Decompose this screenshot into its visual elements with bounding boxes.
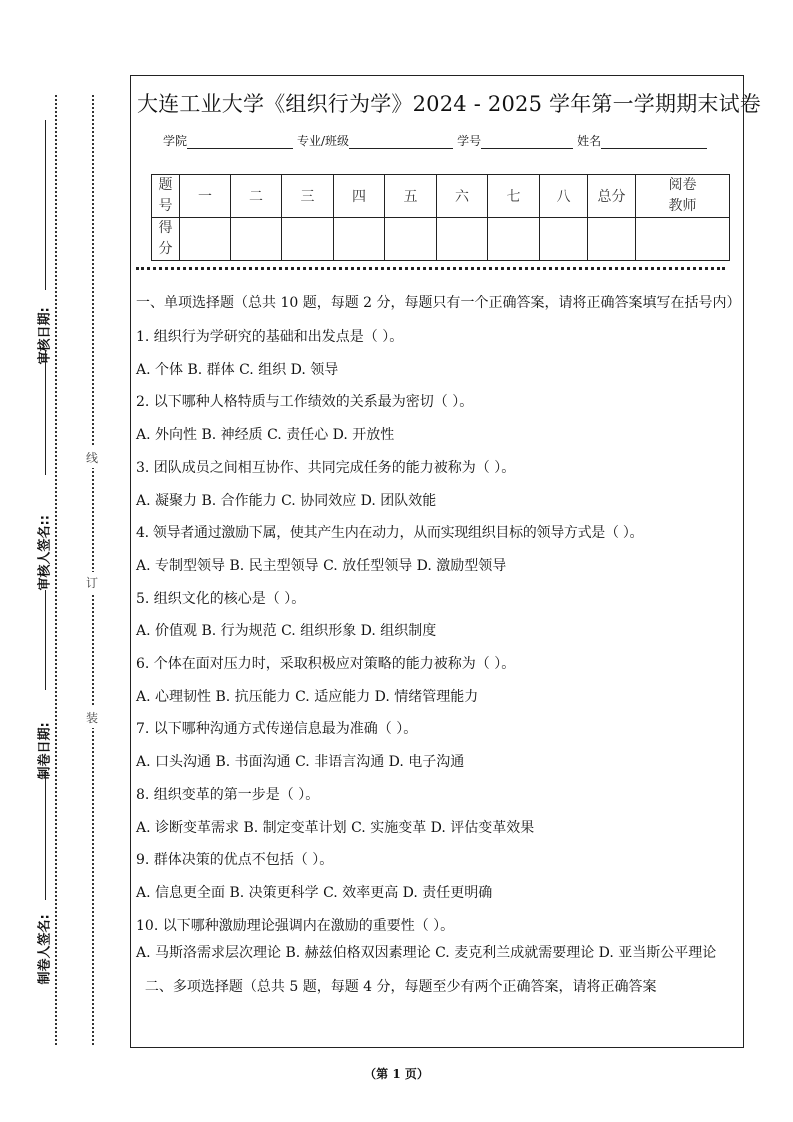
signature-line	[45, 770, 46, 900]
question-text: 9. 群体决策的优点不包括（ ）。	[136, 852, 334, 869]
score-cell[interactable]	[540, 218, 588, 261]
question-options: A. 凝聚力 B. 合作能力 C. 协同效应 D. 团队效能	[136, 492, 437, 509]
col-header: 三	[282, 175, 334, 218]
score-cell[interactable]	[636, 218, 730, 261]
question-options: A. 外向性 B. 神经质 C. 责任心 D. 开放性	[136, 427, 395, 444]
question-options: A. 专制型领导 B. 民主型领导 C. 放任型领导 D. 激励型领导	[136, 557, 507, 574]
make-date-label: 制卷日期:	[37, 722, 53, 780]
score-cell[interactable]	[282, 218, 334, 261]
score-cell[interactable]	[588, 218, 636, 261]
signature-line	[45, 590, 46, 690]
section-heading: 一、单项选择题（总共 10 题，每题 2 分，每题只有一个正确答案，请将正确答案填写在括号内）	[136, 295, 741, 311]
question-options: A. 诊断变革需求 B. 制定变革计划 C. 实施变革 D. 评估变革效果	[136, 819, 535, 836]
col-header: 四	[334, 175, 385, 218]
section-heading: 二、多项选择题（总共 5 题，每题 4 分，每题至少有两个正确答案，请将正确答案	[136, 979, 657, 996]
question-options: A. 心理韧性 B. 抗压能力 C. 适应能力 D. 情绪管理能力	[136, 688, 479, 705]
name-field[interactable]	[601, 135, 707, 149]
score-cell[interactable]	[437, 218, 488, 261]
exam-frame	[130, 75, 762, 1048]
question-text: 5. 组织文化的核心是（ ）。	[136, 590, 306, 607]
binding-dotted-line-inner	[92, 95, 94, 1045]
question-options: A. 信息更全面 B. 决策更科学 C. 效率更高 D. 责任更明确	[136, 884, 493, 901]
question-number-row	[152, 175, 730, 218]
question-text: 10. 以下哪种激励理论强调内在激励的重要性（ ）。	[136, 917, 455, 934]
exam-title: 大连工业大学《组织行为学》2024 - 2025 学年第一学期期末试卷	[137, 92, 762, 116]
row-label: 题号	[152, 175, 180, 218]
college-label: 学院	[163, 134, 188, 148]
signature-line	[45, 120, 46, 290]
questions	[136, 288, 741, 1004]
binding-char-zhuang: 装	[86, 707, 98, 728]
col-header: 二	[231, 175, 282, 218]
score-cell[interactable]	[231, 218, 282, 261]
question-text: 4. 领导者通过激励下属，使其产生内在动力，从而实现组织目标的领导方式是（ ）。	[136, 525, 644, 542]
col-header: 一	[180, 175, 231, 218]
col-header: 阅卷教师	[636, 175, 730, 218]
col-header: 六	[437, 175, 488, 218]
col-header: 五	[385, 175, 437, 218]
reviewer-signature-label: 审核人签名::	[37, 515, 53, 591]
student-id-label: 学号	[457, 134, 482, 148]
score-row	[152, 218, 730, 261]
question-text: 1. 组织行为学研究的基础和出发点是（ ）。	[136, 329, 404, 345]
major-class-label: 专业/班级	[297, 134, 350, 148]
score-cell[interactable]	[385, 218, 437, 261]
binding-char-ding: 订	[86, 572, 98, 593]
student-info-row	[163, 132, 711, 149]
binding-dotted-line-outer	[55, 95, 57, 1045]
binding-char-xian: 线	[86, 447, 98, 468]
question-options: A. 马斯洛需求层次理论 B. 赫兹伯格双因素理论 C. 麦克利兰成就需要理论 D. 亚当斯公平理论	[136, 945, 717, 962]
score-cell[interactable]	[488, 218, 540, 261]
row-label: 得分	[152, 218, 180, 261]
question-text: 7. 以下哪种沟通方式传递信息最为准确（ ）。	[136, 721, 418, 738]
question-text: 6. 个体在面对压力时，采取积极应对策略的能力被称为（ ）。	[136, 656, 516, 673]
page-number: （第 1 页）	[364, 1067, 429, 1081]
score-table	[151, 174, 730, 261]
question-text: 8. 组织变革的第一步是（ ）。	[136, 786, 320, 803]
question-options: A. 价值观 B. 行为规范 C. 组织形象 D. 组织制度	[136, 623, 437, 640]
question-text: 3. 团队成员之间相互协作、共同完成任务的能力被称为（ ）。	[136, 459, 516, 476]
name-label: 姓名	[577, 134, 602, 148]
col-header: 总分	[588, 175, 636, 218]
student-id-field[interactable]	[481, 135, 573, 149]
col-header: 七	[488, 175, 540, 218]
major-class-field[interactable]	[349, 135, 453, 149]
signature-line	[45, 350, 46, 475]
question-options: A. 口头沟通 B. 书面沟通 C. 非语言沟通 D. 电子沟通	[136, 754, 465, 771]
col-header: 八	[540, 175, 588, 218]
college-field[interactable]	[187, 135, 293, 149]
score-cell[interactable]	[334, 218, 385, 261]
maker-signature-label: 制卷人签名:	[37, 914, 53, 985]
question-text: 2. 以下哪种人格特质与工作绩效的关系最为密切（ ）。	[136, 394, 474, 411]
score-cell[interactable]	[180, 218, 231, 261]
question-options: A. 个体 B. 群体 C. 组织 D. 领导	[136, 361, 339, 378]
dotted-separator	[136, 267, 725, 270]
review-date-label: 审核日期:	[37, 307, 53, 365]
